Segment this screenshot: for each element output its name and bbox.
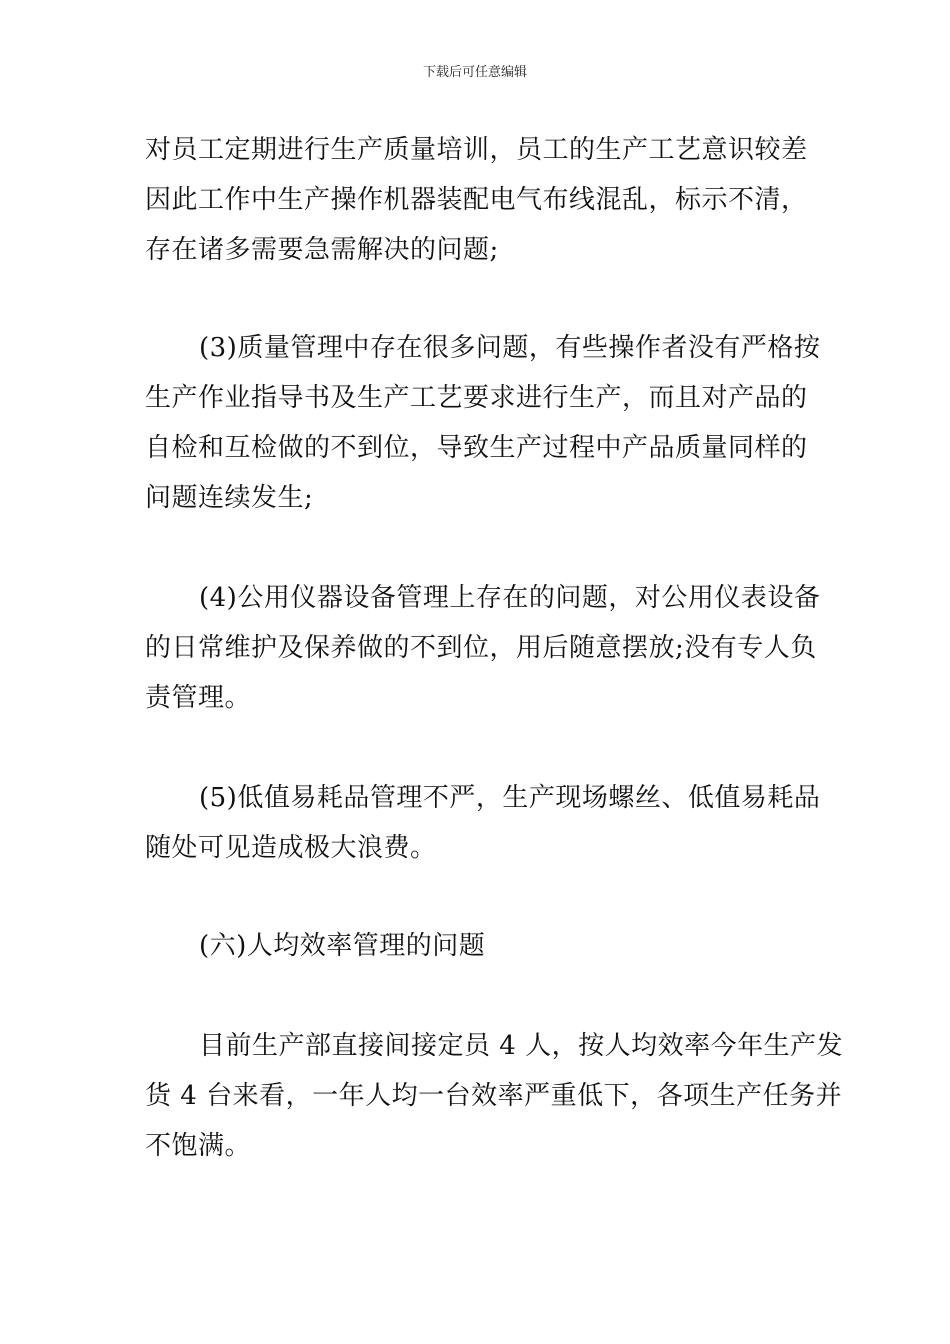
text-line: 目前生产部直接间接定员 4 人，按人均效率今年生产发 [199, 1031, 844, 1061]
text-line: (3)质量管理中存在很多问题，有些操作者没有严格按 [199, 333, 821, 363]
text-line: 对员工定期进行生产质量培训，员工的生产工艺意识较差 [145, 135, 808, 165]
text-line: 货 4 台来看，一年人均一台效率严重低下，各项生产任务并 [145, 1081, 843, 1111]
text-line: 不饱满。 [145, 1131, 252, 1161]
text-line: (六)人均效率管理的问题 [199, 931, 486, 961]
text-line: 生产作业指导书及生产工艺要求进行生产，而且对产品的 [145, 383, 808, 413]
paragraph-efficiency [145, 1021, 844, 1171]
text-line: 的日常维护及保养做的不到位，用后随意摆放;没有专人负 [145, 633, 817, 663]
text-line: 责管理。 [145, 683, 252, 713]
text-line: (4)公用仪器设备管理上存在的问题，对公用仪表设备 [199, 583, 821, 613]
paragraph-consumables-management [145, 773, 821, 873]
paragraph-training-issues [145, 125, 815, 275]
paragraph-quality-management [145, 323, 821, 523]
paragraph-equipment-management [145, 573, 821, 723]
section-heading-efficiency [145, 921, 815, 971]
text-line: 自检和互检做的不到位，导致生产过程中产品质量同样的 [145, 433, 808, 463]
page-header: 下载后可任意编辑 [422, 65, 527, 80]
text-line: (5)低值易耗品管理不严，生产现场螺丝、低值易耗品 [199, 783, 821, 813]
text-line: 随处可见造成极大浪费。 [145, 833, 437, 863]
text-line: 存在诸多需要急需解决的问题; [145, 235, 499, 265]
text-line: 因此工作中生产操作机器装配电气布线混乱，标示不清， [145, 185, 808, 215]
text-line: 问题连续发生; [145, 483, 314, 513]
